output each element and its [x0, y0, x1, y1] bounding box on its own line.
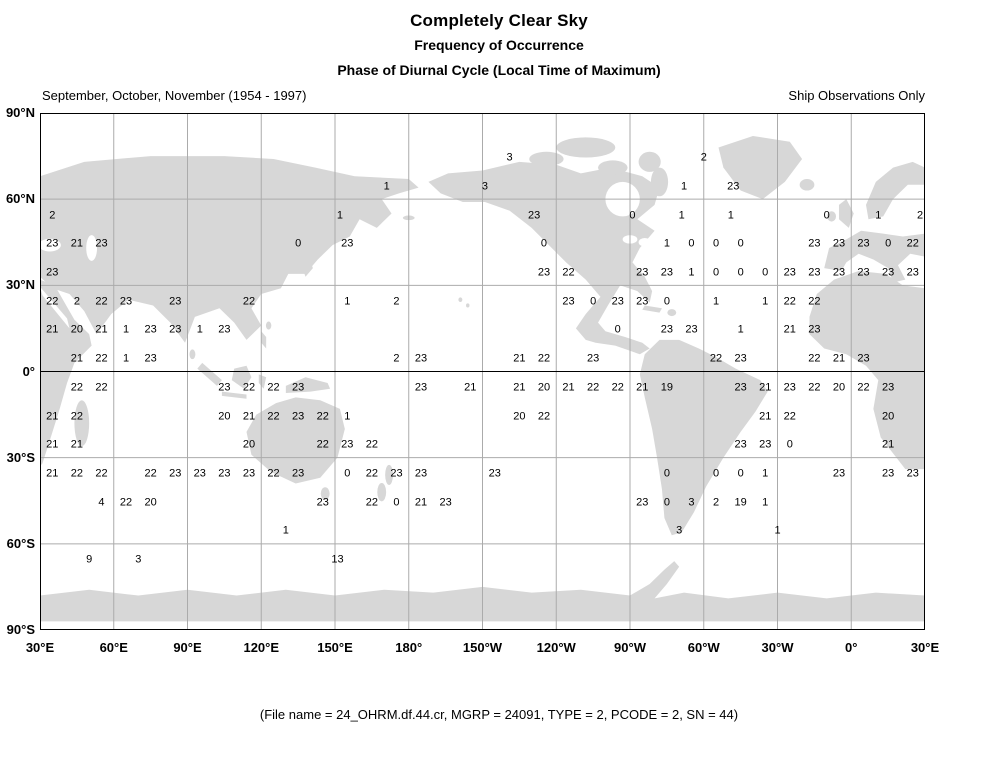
value-label: 1 — [712, 295, 720, 308]
source-label: Ship Observations Only — [788, 88, 925, 103]
value-label: 23 — [759, 438, 772, 451]
value-label: 22 — [70, 467, 83, 480]
value-label: 0 — [712, 237, 720, 250]
value-label: 23 — [734, 438, 747, 451]
x-tick-label: 150°W — [462, 640, 503, 655]
value-label: 22 — [857, 381, 870, 394]
value-label: 22 — [267, 467, 280, 480]
value-label: 1 — [737, 323, 744, 336]
value-label: 23 — [218, 467, 231, 480]
value-label: 2 — [393, 352, 400, 365]
value-label: 19 — [660, 381, 673, 394]
landmass-philippines — [261, 331, 266, 348]
x-tick-label: 120°W — [536, 640, 576, 655]
value-label: 0 — [393, 496, 400, 509]
value-label: 21 — [882, 438, 895, 451]
value-label: 21 — [70, 438, 83, 451]
value-label: 2 — [917, 209, 924, 222]
value-label: 3 — [676, 524, 683, 537]
value-label: 23 — [685, 323, 698, 336]
landmass-hawaii-2 — [466, 303, 469, 307]
y-tick-label: 60°N — [5, 191, 35, 207]
value-label: 23 — [832, 266, 846, 279]
great-lakes-water-east — [639, 238, 651, 247]
value-label: 23 — [144, 352, 157, 365]
landmass-hawaii-1 — [458, 297, 462, 302]
value-label: 22 — [144, 467, 157, 480]
value-label: 23 — [218, 381, 231, 394]
value-label: 22 — [365, 467, 378, 480]
value-label: 23 — [636, 266, 649, 279]
value-label: 0 — [590, 295, 597, 308]
value-label: 21 — [95, 323, 108, 336]
value-label: 1 — [122, 323, 130, 336]
value-label: 23 — [316, 496, 329, 509]
period-label: September, October, November (1954 - 1997) — [42, 88, 307, 103]
value-label: 0 — [614, 323, 621, 336]
value-label: 23 — [414, 467, 428, 480]
landmass-new-zealand-south — [377, 483, 386, 501]
value-label: 1 — [336, 209, 343, 222]
value-label: 23 — [414, 381, 428, 394]
value-label: 21 — [759, 381, 772, 394]
value-label: 0 — [540, 237, 548, 250]
value-label: 0 — [663, 467, 670, 480]
value-label: 0 — [629, 209, 636, 222]
value-label: 21 — [46, 410, 59, 423]
value-label: 1 — [762, 496, 769, 509]
y-tick-label: 60°S — [6, 535, 35, 551]
value-label: 2 — [73, 295, 80, 308]
value-label: 23 — [857, 237, 870, 250]
value-label: 22 — [562, 266, 575, 279]
value-label: 23 — [906, 266, 919, 279]
value-label: 23 — [660, 266, 673, 279]
value-label: 0 — [344, 467, 351, 480]
value-label: 1 — [688, 266, 695, 279]
value-label: 23 — [857, 266, 870, 279]
value-label: 21 — [414, 496, 428, 509]
value-label: 1 — [196, 323, 203, 336]
x-tick-label: 120°E — [243, 640, 280, 655]
value-label: 20 — [70, 323, 83, 336]
world-map-plot — [40, 113, 925, 630]
value-label: 22 — [808, 352, 821, 365]
y-tick-label: 30°N — [5, 277, 35, 293]
landmass-africa-west — [809, 271, 925, 469]
value-label: 22 — [242, 295, 256, 308]
value-label: 9 — [86, 553, 93, 566]
value-label: 0 — [786, 438, 793, 451]
value-label: 23 — [488, 467, 501, 480]
y-tick-label: 0° — [22, 363, 35, 379]
x-tick-label: 30°W — [761, 640, 794, 655]
value-label: 23 — [611, 295, 624, 308]
value-label: 20 — [513, 410, 526, 423]
value-label: 23 — [528, 209, 541, 222]
value-label: 1 — [344, 410, 351, 423]
value-label: 22 — [709, 352, 723, 365]
value-label: 23 — [341, 438, 354, 451]
value-label: 23 — [882, 381, 895, 394]
landmass-hokkaido — [306, 241, 314, 249]
value-label: 23 — [727, 180, 740, 193]
value-label: 13 — [331, 553, 344, 566]
value-label: 0 — [823, 209, 830, 222]
value-label: 22 — [95, 381, 108, 394]
value-label: 20 — [882, 410, 895, 423]
value-label: 3 — [135, 553, 142, 566]
value-label: 23 — [832, 237, 846, 250]
landmass-arctic-islands-2 — [529, 152, 563, 166]
value-label: 3 — [481, 180, 489, 193]
value-label: 23 — [390, 467, 403, 480]
value-label: 23 — [144, 323, 157, 336]
value-label: 23 — [193, 467, 206, 480]
value-label: 0 — [688, 237, 695, 250]
value-label: 22 — [267, 410, 280, 423]
value-label: 23 — [660, 323, 673, 336]
value-label: 1 — [678, 209, 685, 222]
value-label: 22 — [365, 438, 378, 451]
value-label: 20 — [537, 381, 551, 394]
x-tick-label: 150°E — [317, 640, 353, 655]
landmass-arctic-islands-3 — [598, 160, 628, 174]
value-label: 23 — [218, 323, 231, 336]
value-label: 23 — [414, 352, 428, 365]
value-label: 22 — [119, 496, 133, 509]
value-label: 2 — [712, 496, 720, 509]
value-label: 23 — [783, 381, 796, 394]
value-label: 1 — [875, 209, 882, 222]
value-label: 3 — [688, 496, 695, 509]
x-tick-label: 30°E — [25, 640, 55, 655]
value-label: 23 — [808, 266, 821, 279]
value-label: 21 — [46, 323, 59, 336]
value-label: 23 — [906, 467, 919, 480]
value-label: 0 — [737, 237, 744, 250]
value-label: 22 — [70, 410, 83, 423]
x-tick-label: 180° — [395, 640, 423, 655]
value-label: 22 — [95, 295, 108, 308]
value-label: 23 — [119, 295, 133, 308]
value-label: 21 — [70, 352, 83, 365]
value-label: 22 — [783, 410, 796, 423]
value-label: 23 — [292, 467, 305, 480]
landmass-iceland — [800, 179, 815, 190]
value-label: 23 — [169, 295, 182, 308]
value-label: 0 — [737, 467, 744, 480]
value-label: 1 — [663, 237, 670, 250]
x-tick-label: 0° — [845, 640, 858, 655]
landmass-philippines-north — [266, 322, 271, 330]
value-label: 23 — [587, 352, 600, 365]
value-label: 23 — [857, 352, 870, 365]
value-label: 22 — [808, 381, 821, 394]
value-label: 23 — [636, 496, 649, 509]
landmass-arctic-islands-1 — [556, 137, 615, 157]
value-label: 0 — [712, 266, 720, 279]
value-label: 1 — [344, 295, 351, 308]
value-label: 0 — [663, 295, 670, 308]
value-label: 21 — [636, 381, 649, 394]
value-label: 22 — [95, 467, 108, 480]
value-label: 22 — [316, 438, 329, 451]
landmass-sri-lanka — [189, 349, 195, 359]
value-label: 21 — [759, 410, 772, 423]
y-tick-label: 90°S — [6, 622, 35, 637]
value-label: 21 — [783, 323, 796, 336]
value-label: 0 — [295, 237, 302, 250]
landmass-baffin-island — [651, 168, 668, 197]
value-label: 22 — [70, 381, 83, 394]
page-subtitle-frequency: Frequency of Occurrence — [414, 37, 584, 53]
value-label: 0 — [885, 237, 892, 250]
value-label: 1 — [727, 209, 734, 222]
value-label: 23 — [292, 410, 305, 423]
file-info-caption: (File name = 24_OHRM.df.44.cr, MGRP = 24091, TYPE = 2, PCODE = 2, SN = 44) — [259, 707, 739, 722]
value-label: 23 — [832, 467, 846, 480]
value-label: 20 — [832, 381, 846, 394]
y-tick-label: 30°S — [6, 449, 35, 465]
value-label: 21 — [70, 237, 83, 250]
x-tick-label: 60°E — [99, 640, 128, 655]
x-tick-label: 90°W — [614, 640, 646, 655]
value-label: 21 — [242, 410, 256, 423]
value-label: 20 — [242, 438, 256, 451]
value-label: 23 — [439, 496, 452, 509]
page-title: Completely Clear Sky — [410, 11, 588, 30]
value-label: 1 — [122, 352, 130, 365]
value-label: 2 — [393, 295, 400, 308]
value-label: 23 — [292, 381, 305, 394]
landmass-sulawesi — [259, 374, 266, 388]
value-label: 4 — [98, 496, 105, 509]
value-label: 19 — [734, 496, 747, 509]
value-label: 2 — [700, 151, 707, 164]
value-label: 0 — [712, 467, 720, 480]
value-label: 22 — [906, 237, 919, 250]
value-label: 23 — [46, 237, 59, 250]
value-label: 22 — [808, 295, 821, 308]
value-label: 21 — [46, 438, 59, 451]
value-label: 22 — [783, 295, 796, 308]
value-label: 23 — [808, 323, 821, 336]
value-label: 20 — [144, 496, 157, 509]
value-label: 23 — [734, 381, 747, 394]
value-label: 2 — [49, 209, 56, 222]
value-label: 23 — [882, 266, 895, 279]
value-label: 23 — [95, 237, 108, 250]
value-label: 1 — [774, 524, 781, 537]
value-label: 22 — [46, 295, 59, 308]
value-label: 22 — [587, 381, 600, 394]
value-label: 21 — [46, 467, 59, 480]
value-label: 1 — [681, 180, 688, 193]
page-subtitle-phase: Phase of Diurnal Cycle (Local Time of Maximum) — [337, 62, 661, 78]
value-label: 21 — [464, 381, 477, 394]
value-label: 0 — [663, 496, 670, 509]
value-label: 23 — [169, 467, 182, 480]
value-label: 23 — [46, 266, 59, 279]
value-label: 21 — [562, 381, 575, 394]
x-tick-label: 30°E — [910, 640, 940, 655]
value-label: 3 — [506, 151, 513, 164]
value-label: 20 — [218, 410, 231, 423]
value-label: 1 — [282, 524, 289, 537]
value-label: 23 — [808, 237, 821, 250]
value-label: 0 — [737, 266, 744, 279]
value-label: 22 — [611, 381, 624, 394]
value-label: 23 — [341, 237, 354, 250]
value-label: 22 — [537, 352, 551, 365]
value-label: 22 — [95, 352, 108, 365]
x-tick-label: 90°E — [173, 640, 202, 655]
value-label: 23 — [169, 323, 182, 336]
value-label: 23 — [242, 467, 256, 480]
value-label: 23 — [636, 295, 649, 308]
value-label: 22 — [242, 381, 256, 394]
value-label: 1 — [762, 467, 769, 480]
value-label: 22 — [316, 410, 329, 423]
value-label: 0 — [762, 266, 769, 279]
value-label: 23 — [734, 352, 747, 365]
value-label: 23 — [882, 467, 895, 480]
landmass-hispaniola — [667, 309, 676, 316]
x-tick-label: 60°W — [687, 640, 720, 655]
value-label: 22 — [267, 381, 280, 394]
value-label: 21 — [513, 381, 526, 394]
y-tick-label: 90°N — [5, 105, 35, 120]
value-label: 23 — [783, 266, 796, 279]
value-label: 22 — [537, 410, 551, 423]
value-label: 23 — [562, 295, 575, 308]
value-label: 21 — [832, 352, 846, 365]
value-label: 21 — [513, 352, 526, 365]
value-label: 22 — [365, 496, 378, 509]
value-label: 1 — [762, 295, 769, 308]
value-label: 1 — [383, 180, 390, 193]
value-label: 23 — [537, 266, 551, 279]
